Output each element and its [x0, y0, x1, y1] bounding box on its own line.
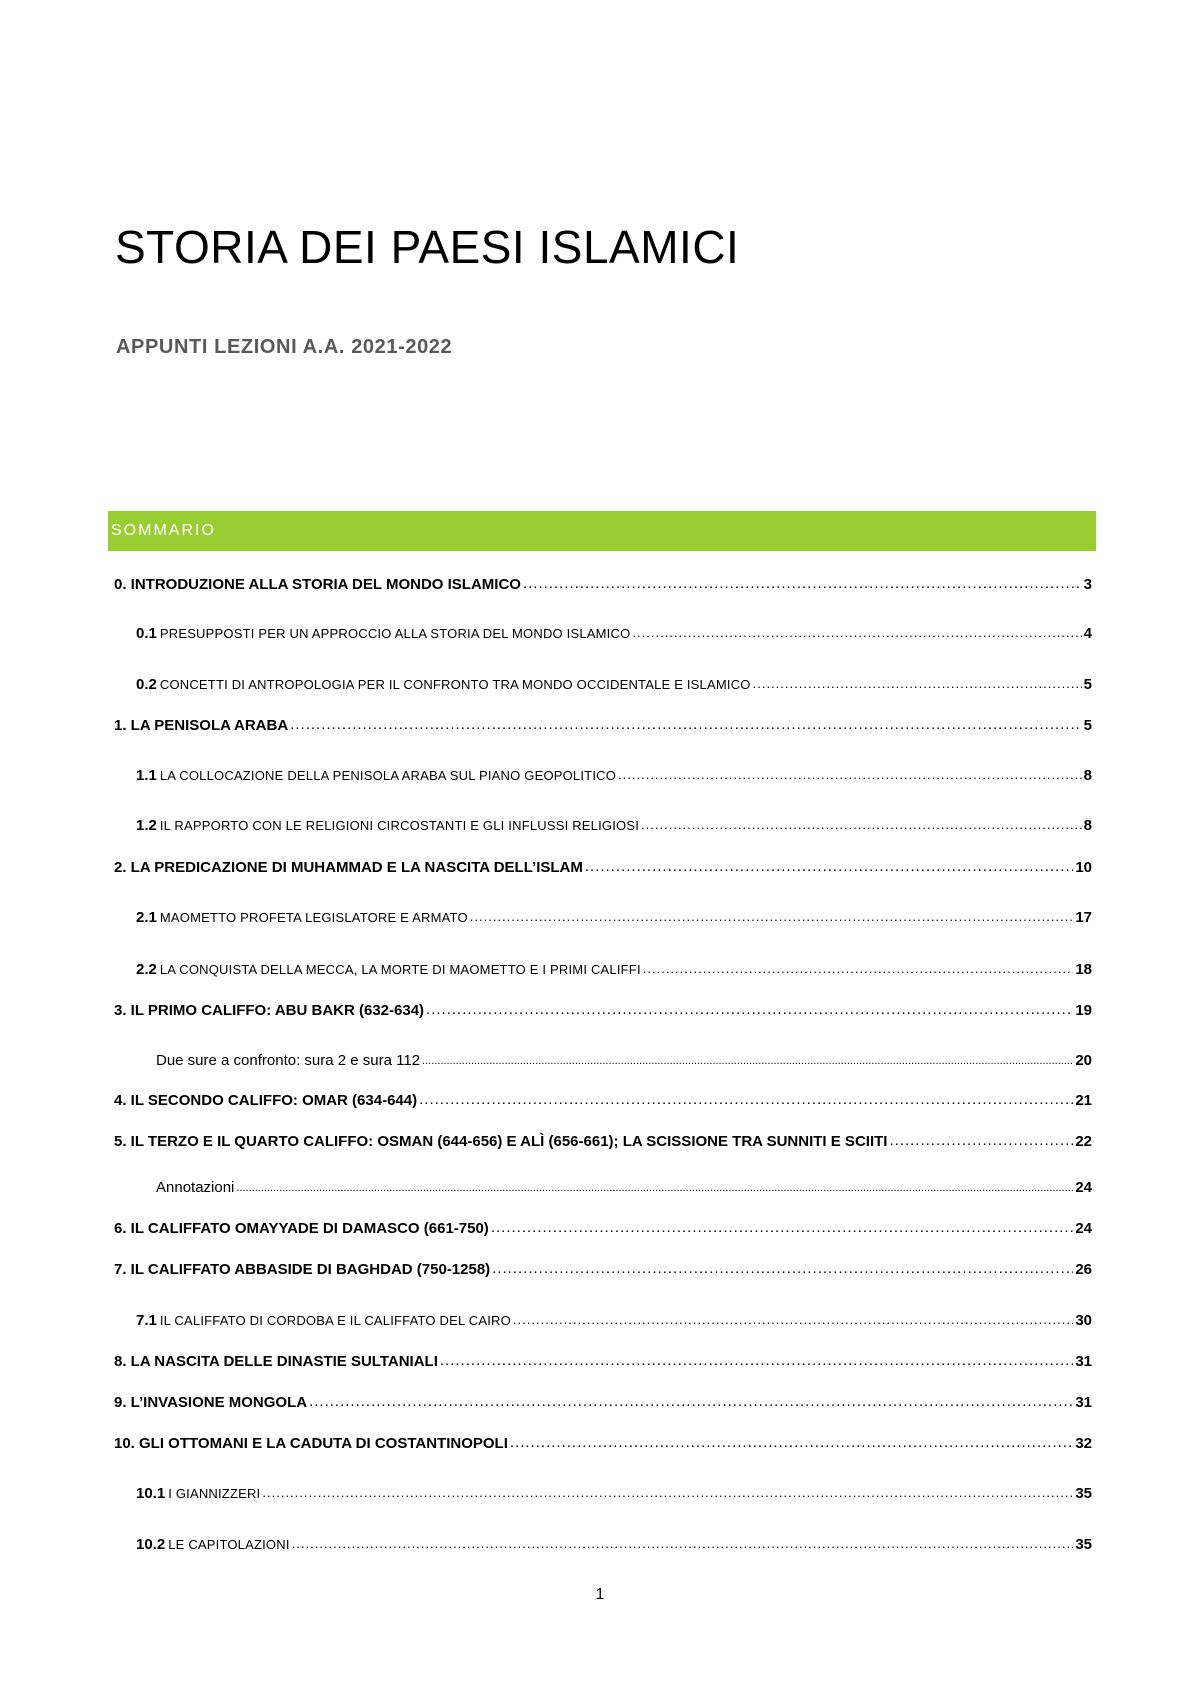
- toc-entry-text: 2. LA PREDICAZIONE DI MUHAMMAD E LA NASCITA DELL’ISLAM: [114, 859, 583, 876]
- toc-leader-dots: [641, 815, 1082, 835]
- toc-entry[interactable]: [114, 1393, 1092, 1413]
- toc-leader-dots: [523, 574, 1082, 594]
- toc-entry-text: LA COLLOCAZIONE DELLA PENISOLA ARABA SUL PIANO GEOPOLITICO: [159, 768, 617, 783]
- toc-leader-dots: [585, 857, 1073, 877]
- toc-entry-page: 10: [1075, 859, 1092, 876]
- toc-entry-text: 5. IL TERZO E IL QUARTO CALIFFO: OSMAN (644-656) E ALÌ (656-661); LA SCISSIONE TRA SUNNITI E SCIITI: [114, 1133, 888, 1150]
- toc-entry-text: Due sure a confronto: sura 2 e sura 112: [156, 1052, 421, 1069]
- toc-header: SOMMARIO: [108, 511, 1096, 551]
- toc-entry-text: 10. GLI OTTOMANI E LA CADUTA DI COSTANTINOPOLI: [114, 1435, 508, 1452]
- toc-entry-text: IL RAPPORTO CON LE RELIGIONI CIRCOSTANTI E GLI INFLUSSI RELIGIOSI: [159, 818, 640, 833]
- toc-entry-number: 10.2: [136, 1536, 166, 1553]
- toc-entry-page: 35: [1075, 1485, 1092, 1502]
- toc-entry[interactable]: [114, 624, 1092, 644]
- toc-entry-text: 1. LA PENISOLA ARABA: [114, 717, 289, 734]
- toc-entry-number: 2.1: [136, 909, 157, 926]
- toc-entry-number: 7.1: [136, 1312, 157, 1329]
- toc-entry[interactable]: [114, 1132, 1092, 1152]
- toc-entry[interactable]: [114, 1178, 1092, 1199]
- toc-leader-dots: [643, 959, 1074, 979]
- toc-entry-text: CONCETTI DI ANTROPOLOGIA PER IL CONFRONTO TRA MONDO OCCIDENTALE E ISLAMICO: [159, 677, 751, 692]
- toc-entry-page: 18: [1075, 961, 1092, 978]
- toc-entry-number: 2.2: [136, 961, 157, 978]
- toc-entry-page: 24: [1075, 1220, 1092, 1237]
- toc-entry[interactable]: [114, 908, 1092, 928]
- toc-entry-text: 8. LA NASCITA DELLE DINASTIE SULTANIALI: [114, 1353, 438, 1370]
- toc-entry-text: PRESUPPOSTI PER UN APPROCCIO ALLA STORIA DEL MONDO ISLAMICO: [159, 626, 631, 641]
- toc-entry-page: 20: [1075, 1052, 1092, 1069]
- toc-leader-dots: [236, 1177, 1073, 1198]
- toc-leader-dots: [753, 674, 1082, 694]
- toc-entry-text: IL CALIFFATO DI CORDOBA E IL CALIFFATO DEL CAIRO: [159, 1313, 511, 1328]
- toc-entry-page: 32: [1075, 1435, 1092, 1452]
- toc-entry-text: LA CONQUISTA DELLA MECCA, LA MORTE DI MAOMETTO E I PRIMI CALIFFI: [159, 962, 641, 977]
- toc-entry-page: 8: [1083, 767, 1092, 784]
- toc-entry[interactable]: [114, 716, 1092, 736]
- toc-entry-page: 22: [1075, 1133, 1092, 1150]
- toc-entry-text: 7. IL CALIFFATO ABBASIDE DI BAGHDAD (750-1258): [114, 1261, 491, 1278]
- toc-entry[interactable]: [114, 1260, 1092, 1280]
- toc-entry[interactable]: [114, 1484, 1092, 1504]
- toc-entry-page: 35: [1075, 1536, 1092, 1553]
- toc-entry-text: MAOMETTO PROFETA LEGISLATORE E ARMATO: [159, 910, 468, 925]
- toc-leader-dots: [290, 715, 1081, 735]
- toc-entry-number: 1.2: [136, 817, 157, 834]
- toc-entry-page: 3: [1083, 576, 1092, 593]
- toc-leader-dots: [491, 1218, 1074, 1238]
- toc-entry-page: 5: [1083, 676, 1092, 693]
- toc-leader-dots: [262, 1483, 1073, 1503]
- toc-entry-number: 0.1: [136, 625, 157, 642]
- toc-entry-text: LE CAPITOLAZIONI: [168, 1537, 290, 1552]
- toc-entry[interactable]: [114, 675, 1092, 695]
- toc-entry[interactable]: [114, 1352, 1092, 1372]
- toc-entry[interactable]: [114, 766, 1092, 786]
- toc-leader-dots: [492, 1259, 1073, 1279]
- toc-leader-dots: [510, 1433, 1073, 1453]
- toc-entry-page: 24: [1075, 1179, 1092, 1196]
- toc-entry[interactable]: [114, 1535, 1092, 1555]
- toc-leader-dots: [422, 1050, 1073, 1071]
- toc-entry[interactable]: [114, 1091, 1092, 1111]
- toc-entry[interactable]: [114, 1051, 1092, 1072]
- toc-entry-number: 10.1: [136, 1485, 166, 1502]
- toc-leader-dots: [292, 1534, 1074, 1554]
- toc-entry[interactable]: [114, 858, 1092, 878]
- toc-entry[interactable]: [114, 960, 1092, 980]
- toc-leader-dots: [440, 1351, 1073, 1371]
- toc-entry-page: 30: [1075, 1312, 1092, 1329]
- toc-entry-text: 3. IL PRIMO CALIFFO: ABU BAKR (632-634): [114, 1002, 425, 1019]
- toc-entry-page: 19: [1075, 1002, 1092, 1019]
- toc-entry[interactable]: [114, 816, 1092, 836]
- toc-leader-dots: [889, 1131, 1073, 1151]
- toc-entry[interactable]: [114, 1434, 1092, 1454]
- toc-entry-page: 26: [1075, 1261, 1092, 1278]
- toc-leader-dots: [419, 1090, 1073, 1110]
- toc-entry[interactable]: [114, 1219, 1092, 1239]
- toc-entry-text: I GIANNIZZERI: [168, 1486, 261, 1501]
- toc-entry-page: 8: [1083, 817, 1092, 834]
- toc-entry-number: 0.2: [136, 676, 157, 693]
- toc-entry-page: 4: [1083, 625, 1092, 642]
- toc-entry[interactable]: [114, 1001, 1092, 1021]
- toc-entry-text: 9. L’INVASIONE MONGOLA: [114, 1394, 308, 1411]
- toc-entry-text: Annotazioni: [156, 1179, 235, 1196]
- toc-leader-dots: [632, 623, 1081, 643]
- toc-leader-dots: [618, 765, 1082, 785]
- toc-entry-page: 21: [1075, 1092, 1092, 1109]
- toc-entry-page: 17: [1075, 909, 1092, 926]
- toc-leader-dots: [426, 1000, 1073, 1020]
- toc-leader-dots: [309, 1392, 1073, 1412]
- toc-entry[interactable]: [114, 575, 1092, 595]
- page-number: 1: [595, 1586, 605, 1603]
- document-title: STORIA DEI PAESI ISLAMICI: [115, 221, 740, 273]
- toc-entry-page: 5: [1083, 717, 1092, 734]
- table-of-contents: [114, 0, 1092, 1600]
- document-subtitle: APPUNTI LEZIONI A.A. 2021-2022: [116, 336, 453, 358]
- toc-entry-page: 31: [1075, 1394, 1092, 1411]
- toc-entry-page: 31: [1075, 1353, 1092, 1370]
- toc-entry-number: 1.1: [136, 767, 157, 784]
- toc-entry-text: 0. INTRODUZIONE ALLA STORIA DEL MONDO ISLAMICO: [114, 576, 521, 593]
- toc-leader-dots: [513, 1310, 1073, 1330]
- toc-entry[interactable]: [114, 1311, 1092, 1331]
- toc-entry-text: 6. IL CALIFFATO OMAYYADE DI DAMASCO (661-750): [114, 1220, 489, 1237]
- toc-leader-dots: [470, 907, 1074, 927]
- toc-entry-text: 4. IL SECONDO CALIFFO: OMAR (634-644): [114, 1092, 418, 1109]
